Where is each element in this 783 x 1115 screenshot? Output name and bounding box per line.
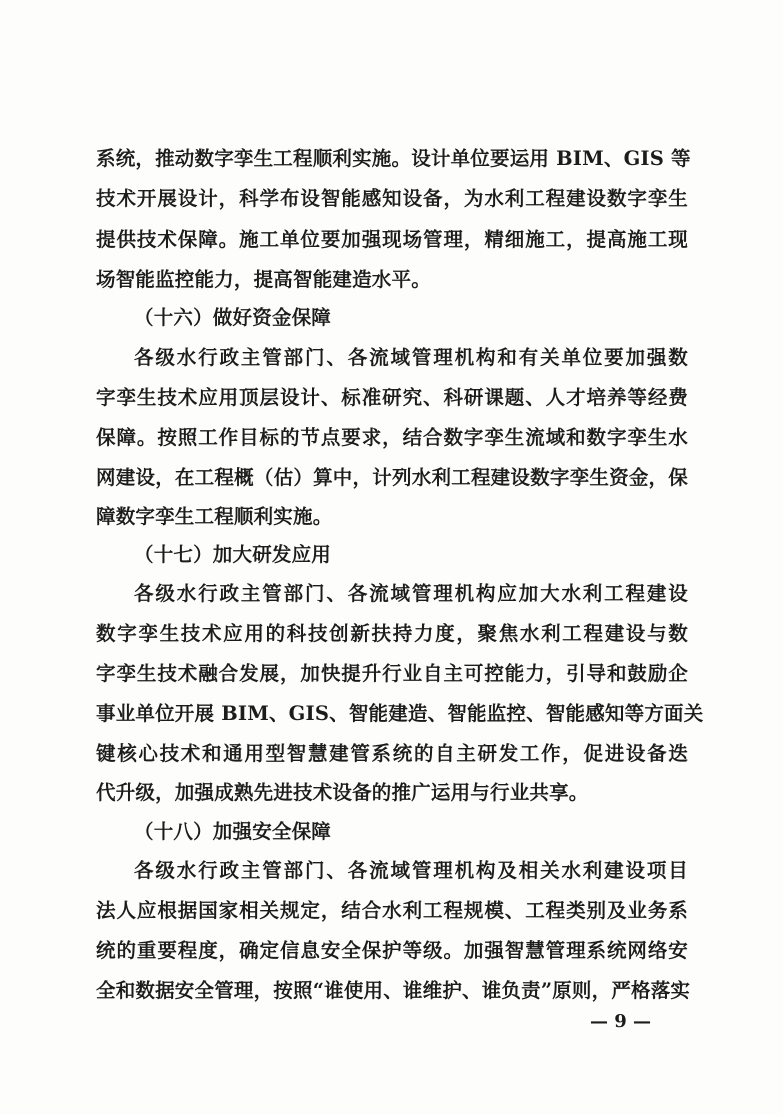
body-line-3: 提供技术保障。施工单位要加强现场管理，精细施工，提高施工现 [96,228,688,251]
body-line-16: 键核心技术和通用型智慧建管系统的自主研发工作，促进设备迭 [96,742,688,765]
body-line-15: 事业单位开展 BIM、GIS、智能建造、智能监控、智能感知等方面关 [96,702,704,725]
section-heading-18: （十八）加强安全保障 [134,820,332,843]
body-line-6: 各级水行政主管部门、各流域管理机构和有关单位要加强数 [134,346,688,369]
section-heading-16: （十六）做好资金保障 [134,306,332,329]
body-line-2: 技术开展设计，科学布设智能感知设备，为水利工程建设数字孪生 [96,187,688,210]
body-line-7: 字孪生技术应用顶层设计、标准研究、科研课题、人才培养等经费 [96,386,688,409]
section-heading-17: （十七）加大研发应用 [134,543,332,566]
body-line-4: 场智能监控能力，提高智能建造水平。 [96,268,431,291]
body-line-13: 数字孪生技术应用的科技创新扶持力度，聚焦水利工程建设与数 [96,622,688,645]
body-line-10: 障数字孪生工程顺利实施。 [96,505,333,528]
body-line-17: 代升级，加强成熟先进技术设备的推广运用与行业共享。 [96,781,589,804]
body-line-1: 系统，推动数字孪生工程顺利实施。设计单位要运用 BIM、GIS 等 [96,147,691,170]
body-line-8: 保障。按照工作目标的节点要求，结合数字孪生流域和数字孪生水 [96,426,688,449]
body-line-14: 字孪生技术融合发展，加快提升行业自主可控能力，引导和鼓励企 [96,662,688,685]
body-line-22: 全和数据安全管理，按照“谁使用、谁维护、谁负责”原则，严格落实 [96,979,691,1002]
body-line-20: 法人应根据国家相关规定，结合水利工程规模、工程类别及业务系 [96,899,688,922]
body-line-21: 统的重要程度，确定信息安全保护等级。加强智慧管理系统网络安 [96,939,688,962]
body-line-9: 网建设，在工程概（估）算中，计列水利工程建设数字孪生资金，保 [96,466,688,489]
body-line-12: 各级水行政主管部门、各流域管理机构应加大水利工程建设 [134,582,688,605]
body-line-19: 各级水行政主管部门、各流域管理机构及相关水利建设项目 [134,859,688,882]
page-number: — 9 — [590,1011,652,1032]
